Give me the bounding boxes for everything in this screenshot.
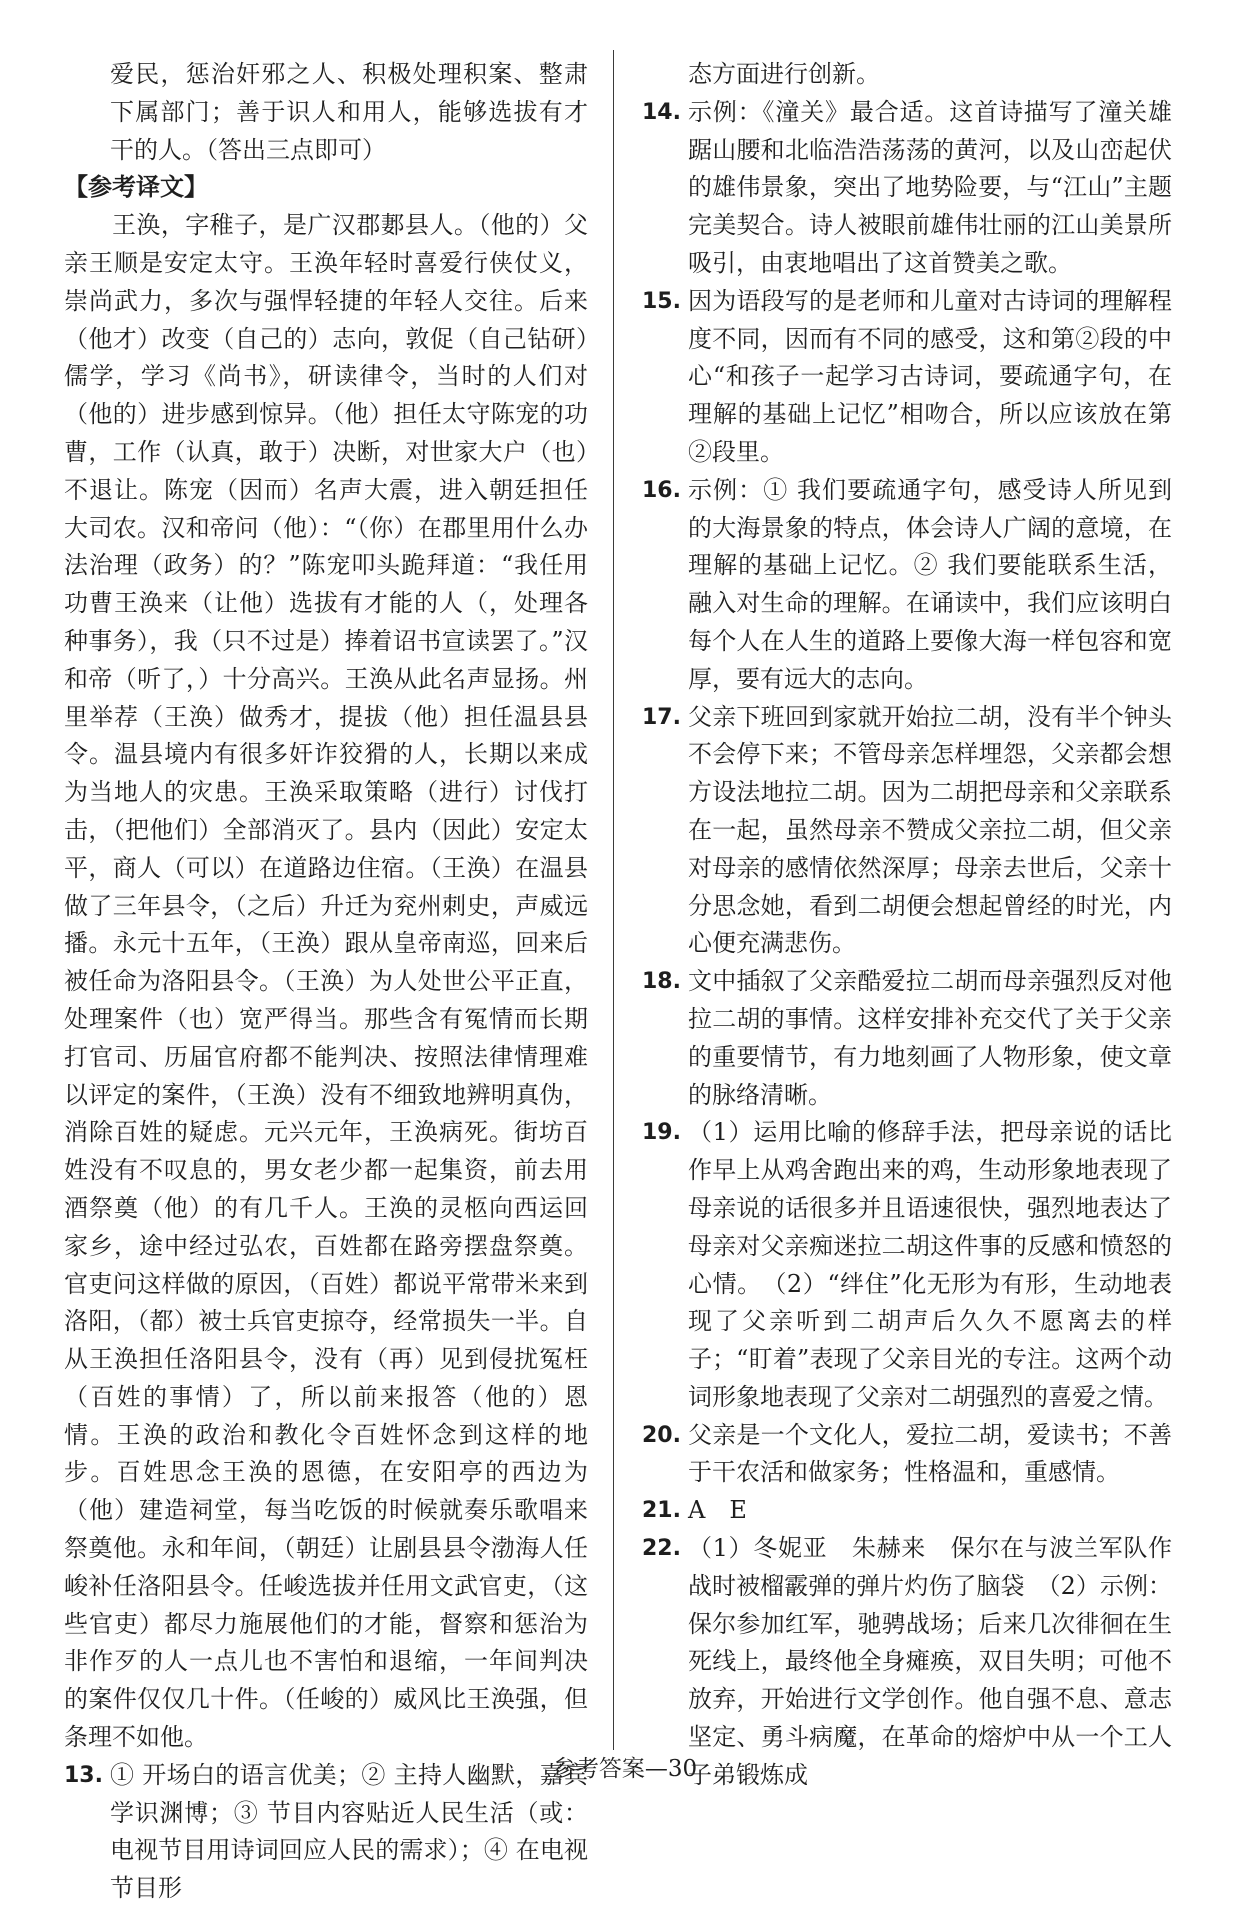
question-16: [642, 472, 1172, 699]
question-answer: （1）冬妮亚 朱赫来 保尔在与波兰军队作战时被榴霰弹的弹片灼伤了脑袋 （2）示例：保尔参加红军，驰骋战场；后来几次徘徊在生死线上，最终他全身瘫痪，双目失明；可他不放弃，开始进行文学创作。他自强不息、意志坚定、勇斗病魔，在革命的熔炉中从一个工人子弟锻炼成: [688, 1534, 1172, 1789]
question-answer: 示例：《潼关》最合适。这首诗描写了潼关雄踞山腰和北临浩浩荡荡的黄河，以及山峦起伏的雄伟景象，突出了地势险要，与“江山”主题完美契合。诗人被眼前雄伟壮丽的江山美景所吸引，由衷地唱出了这首赞美之歌。: [688, 97, 1172, 277]
translation-heading: 【参考译文】: [64, 173, 208, 202]
translation-text: 王涣，字稚子，是广汉郡郪县人。（他的）父亲王顺是安定太守。王涣年轻时喜爱行侠仗义，崇尚武力，多次与强悍轻捷的年轻人交往。后来（他才）改变（自己的）志向，敦促（自己钻研）儒学，学习《尚书》，研读律令，当时的人们对（他的）进步感到惊异。（他）担任太守陈宠的功曹，工作（认真，敢于）决断，对世家大户（也）不退让。陈宠（因而）名声大震，进入朝廷担任大司农。汉和帝问（他）：“（你）在郡里用什么办法治理（政务）的？”陈宠叩头跪拜道：“我任用功曹王涣来（让他）选拔有才能的人（，处理各种事务），我（只不过是）捧着诏书宣读罢了。”汉和帝（听了，）十分高兴。王涣从此名声显扬。州里举荐（王涣）做秀才，提拔（他）担任温县县令。温县境内有很多奸诈狡猾的人，长期以来成为当地人的灾患。王涣采取策略（进行）讨伐打击，（把他们）全部消灭了。县内（因此）安定太平，商人（可以）在道路边住宿。（王涣）在温县做了三年县令，（之后）升迁为兖州刺史，声威远播。永元十五年，（王涣）跟从皇帝南巡，回来后被任命为洛阳县令。（王涣）为人处世公平正直，处理案件（也）宽严得当。那些含有冤情而长期打官司、历届官府都不能判决、按照法律情理难以评定的案件，（王涣）没有不细致地辨明真伪，消除百姓的疑虑。元兴元年，王涣病死。街坊百姓没有不叹息的，男女老少都一起集资，前去用酒祭奠（他）的有几千人。王涣的灵柩向西运回家乡，途中经过弘农，百姓都在路旁摆盘祭奠。官吏问这样做的原因，（百姓）都说平常带米来到洛阳，（都）被士兵官吏掠夺，经常损失一半。自从王涣担任洛阳县令，没有（再）见到侵扰冤枉（百姓的事情）了，所以前来报答（他的）恩情。王涣的政治和教化令百姓怀念到这样的地步。百姓思念王涣的恩德，在安阳亭的西边为（他）建造祠堂，每当吃饭的时候就奏乐歌唱来祭奠他。永和年间，（朝廷）让剧县县令渤海人任峻补任洛阳县令。任峻选拔并任用文武官吏，（这些官吏）都尽力施展他们的才能，督察和惩治为非作歹的人一点儿也不害怕和退缩，一年间判决的案件仅仅几十件。（任峻的）威风比王涣强，但条理不如他。: [64, 211, 588, 1752]
question-answer: 父亲下班回到家就开始拉二胡，没有半个钟头不会停下来；不管母亲怎样埋怨，父亲都会想方设法地拉二胡。因为二胡把母亲和父亲联系在一起，虽然母亲不赞成父亲拉二胡，但父亲对母亲的感情依然深厚；母亲去世后，父亲十分思念她，看到二胡便会想起曾经的时光，内心便充满悲伤。: [688, 702, 1172, 958]
question-number: 20.: [642, 1422, 681, 1448]
question-number: 14.: [642, 99, 681, 125]
question-15: [642, 283, 1172, 472]
question-21: [642, 1492, 1172, 1530]
question-number: 15.: [642, 288, 681, 314]
right-column: [642, 56, 1172, 1795]
question-number: 21.: [642, 1498, 681, 1524]
q13-continuation: 态方面进行创新。: [688, 60, 880, 88]
question-14: [642, 94, 1172, 283]
column-divider: [613, 50, 614, 1750]
page-footer: 参考答案—30: [552, 1756, 698, 1782]
question-number: 13.: [64, 1762, 103, 1788]
q12-continuation: 爱民，惩治奸邪之人、积极处理积案、整肃下属部门；善于识人和用人，能够选拔有才干的人。（答出三点即可）: [110, 60, 588, 164]
question-answer: A E: [688, 1496, 747, 1525]
question-17: [642, 699, 1172, 964]
question-number: 16.: [642, 477, 681, 503]
question-answer: ① 开场白的语言优美；② 主持人幽默，嘉宾学识渊博；③ 节目内容贴近人民生活（或：电视节目用诗词回应人民的需求）；④ 在电视节目形: [110, 1760, 588, 1903]
question-number: 17.: [642, 704, 681, 730]
question-number: 22.: [642, 1536, 681, 1562]
question-18: [642, 963, 1172, 1114]
left-column: [64, 56, 588, 1908]
question-answer: 因为语段写的是老师和儿童对古诗词的理解程度不同，因而有不同的感受，这和第②段的中心“和孩子一起学习古诗词，要疏通字句，在理解的基础上记忆”相吻合，所以应该放在第②段里。: [688, 286, 1172, 466]
question-19: [642, 1114, 1172, 1416]
question-number: 18.: [642, 969, 681, 995]
question-20: [642, 1417, 1172, 1493]
question-answer: 示例：① 我们要疏通字句，感受诗人所见到的大海景象的特点，体会诗人广阔的意境，在理解的基础上记忆。② 我们要能联系生活，融入对生命的理解。在诵读中，我们应该明白每个人在人生的道路上要像大海一样包容和宽厚，要有远大的志向。: [688, 475, 1172, 693]
question-number: 19.: [642, 1120, 681, 1146]
question-answer: （1）运用比喻的修辞手法，把母亲说的话比作早上从鸡舍跑出来的鸡，生动形象地表现了母亲说的话很多并且语速很快，强烈地表达了母亲对父亲痴迷拉二胡这件事的反感和愤怒的心情。 （2）“绊住”化无形为有形，生动地表现了父亲听到二胡声后久久不愿离去的样子；“盯着”表现了父亲目光的专注。这两个动词形象地表现了父亲对二胡强烈的喜爱之情。: [688, 1118, 1172, 1411]
question-answer: 文中插叙了父亲酷爱拉二胡而母亲强烈反对他拉二胡的事情。这样安排补充交代了关于父亲的重要情节，有力地刻画了人物形象，使文章的脉络清晰。: [688, 967, 1172, 1109]
question-answer: 父亲是一个文化人，爱拉二胡，爱读书；不善于干农活和做家务；性格温和，重感情。: [688, 1420, 1172, 1487]
